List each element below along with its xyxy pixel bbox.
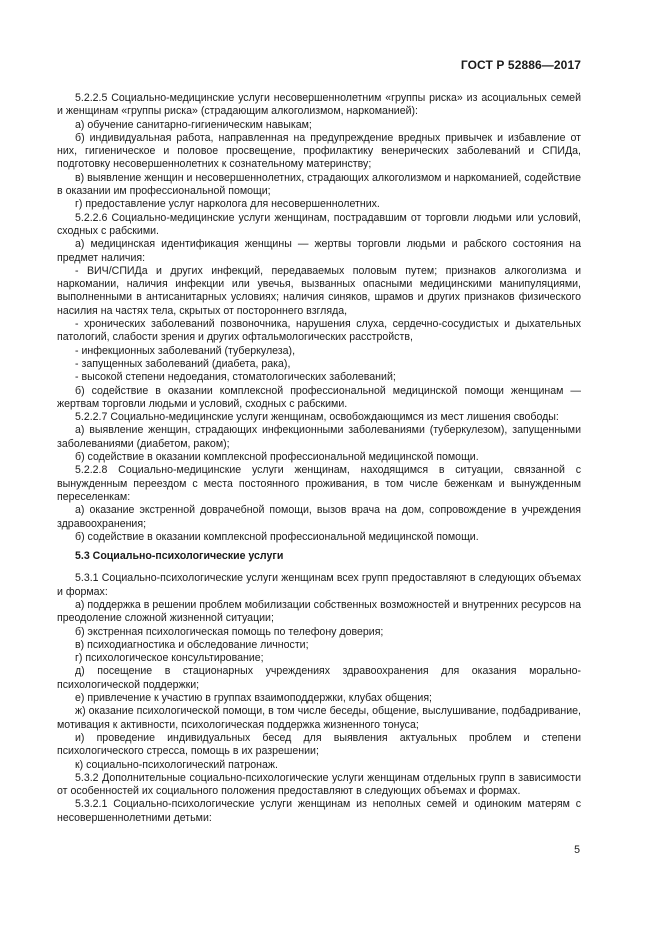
page-number: 5 xyxy=(574,844,580,856)
dash-item: - запущенных заболеваний (диабета, рака), xyxy=(75,357,291,370)
list-item: г) предоставление услуг нарколога для несовершеннолетних. xyxy=(75,198,380,211)
paragraph: 5.2.2.6 Социально-медицинские услуги женщинам, пострадавшим от торговли людьми или условий, сходных с рабскими. xyxy=(57,211,581,237)
list-item: а) оказание экстренной доврачебной помощи, вызов врача на дом, сопровождение в учреждения здравоохранения; xyxy=(57,504,581,530)
paragraph: 5.3.2.1 Социально-психологические услуги женщинам из неполных семей и одиноким матерям с несовершеннолетними детьми: xyxy=(57,798,581,824)
document-body xyxy=(57,92,581,825)
list-item: б) содействие в оказании комплексной профессиональной медицинской помощи. xyxy=(75,451,479,464)
document-header: ГОСТ Р 52886—2017 xyxy=(460,58,581,72)
list-item: а) поддержка в решении проблем мобилизации собственных возможностей и внутренних ресурсов на преодоление сложной жизненной ситуации; xyxy=(57,598,581,625)
list-item: к) социально-психологический патронаж. xyxy=(75,758,278,771)
list-item: и) проведение индивидуальных бесед для выявления актуальных проблем и степени психологического стресса, помощь в их разрешении; xyxy=(57,731,581,758)
list-item: б) индивидуальная работа, направленная на предупреждение вредных привычек и избавление от них, гигиеническое и половое просвещение, профилактику венерических заболеваний и СПИДа, подготовку несовершеннолетних к сознательному материнству; xyxy=(57,131,581,171)
list-item: ж) оказание психологической помощи, в том числе беседы, общение, выслушивание, подбадривание, мотивация к активности, психологическая поддержка жизненного тонуса; xyxy=(57,705,581,731)
list-item: а) выявление женщин, страдающих инфекционными заболеваниями (туберкулезом), запущенными заболеваниями (диабетом, раком); xyxy=(57,424,581,450)
dash-item: - ВИЧ/СПИДа и других инфекций, передаваемых половым путем; признаков алкоголизма и наркомании, наличия инфекции или увечья, вызванных опасными медицинскими манипуляциями, выполненными в антисанитарных условиях; наличия синяков, шрамов и других признаков физического насилия на частях тела, скрытых от постороннего взгляда, xyxy=(57,264,581,317)
list-item: а) обучение санитарно-гигиеническим навыкам; xyxy=(75,118,312,131)
dash-item: - инфекционных заболеваний (туберкулеза), xyxy=(75,344,296,357)
dash-item: - хронических заболеваний позвоночника, нарушения слуха, сердечно-сосудистых и дыхательных патологий, слабости зрения и других офтальмологических расстройств, xyxy=(57,318,581,344)
paragraph: 5.2.2.7 Социально-медицинские услуги женщинам, освобождающимся из мест лишения свободы: xyxy=(75,411,559,424)
list-item: б) содействие в оказании комплексной профессиональной медицинской помощи. xyxy=(75,530,479,543)
list-item: г) психологическое консультирование; xyxy=(75,652,264,665)
list-item: в) психодиагностика и обследование личности; xyxy=(75,638,309,651)
list-item: б) экстренная психологическая помощь по телефону доверия; xyxy=(75,625,384,638)
dash-item: - высокой степени недоедания, стоматологических заболеваний; xyxy=(75,371,396,384)
list-item: е) привлечение к участию в группах взаимоподдержки, клубах общения; xyxy=(75,692,433,705)
paragraph: 5.2.2.5 Социально-медицинские услуги несовершеннолетним «группы риска» из асоциальных семей и женщинам «группы риска» (страдающим алкоголизмом, наркоманией): xyxy=(57,92,581,118)
list-item: б) содействие в оказании комплексной профессиональной медицинской помощи женщинам — жертвам торговли людьми и условий, сходных с рабскими. xyxy=(57,384,581,410)
paragraph: 5.2.2.8 Социально-медицинские услуги женщинам, находящимся в ситуации, связанной с вынужденным переездом с места постоянного проживания, в том числе беженкам и вынужденным переселенкам: xyxy=(57,464,581,503)
list-item: в) выявление женщин и несовершеннолетних, страдающих алкоголизмом и наркоманией, содействие в оказании им профессиональной помощи; xyxy=(57,171,581,198)
paragraph: 5.3.1 Социально-психологические услуги женщинам всех групп предоставляют в следующих объемах и формах: xyxy=(57,572,581,598)
section-heading: 5.3 Социально-психологические услуги xyxy=(75,550,284,563)
list-item: д) посещение в стационарных учреждениях здравоохранения для оказания морально-психологической поддержки; xyxy=(57,665,581,691)
list-item: а) медицинская идентификация женщины — жертвы торговли людьми и рабского состояния на предмет наличия: xyxy=(57,238,581,264)
paragraph: 5.3.2 Дополнительные социально-психологические услуги женщинам отдельных групп в зависимости от особенностей их социального положения предоставляют в следующих объемах и формах. xyxy=(57,771,581,798)
